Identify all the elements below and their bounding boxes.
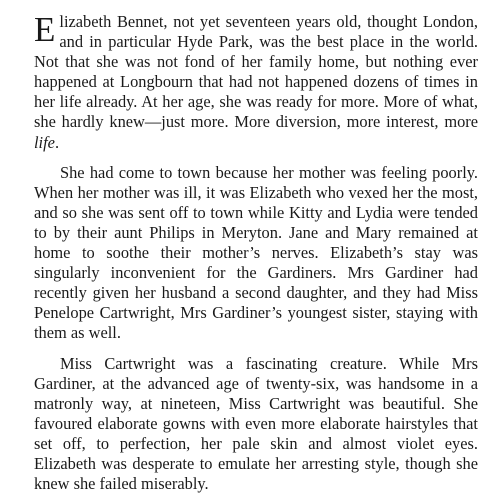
emphasis-life: life [34, 132, 55, 152]
paragraph-1-text: lizabeth Bennet, not yet seventeen years old, thought London, and in particular Hyde Park, was the best place in the world. Not that she was not fond of her family home, but nothing ever happened at Longbourn that had not happened dozens of times in her life already. At her age, she was ready for more. More of what, she hardly knew—just more. More diversion, more interest, more [34, 12, 478, 132]
paragraph-1 [34, 12, 478, 153]
paragraph-2: She had come to town because her mother was feeling poorly. When her mother was ill, it was Elizabeth who vexed her the most, and so she was sent off to town while Kitty and Lydia were tended to by their aunt Philips in Meryton. Jane and Mary remained at home to soothe their mother’s nerves. Elizabeth’s stay was singularly inconvenient for the Gardiners. Mrs Gardiner had recently given her husband a second daughter, and they had Miss Penelope Cartwright, Mrs Gardiner’s youngest sister, staying with them as well. [34, 162, 478, 343]
drop-cap: E [34, 10, 56, 49]
book-page [34, 12, 478, 504]
paragraph-1-end: . [54, 132, 60, 152]
paragraph-3: Miss Cartwright was a fascinating creature. While Mrs Gardiner, at the advanced age of twenty-six, was handsome in a matronly way, at nineteen, Miss Cartwright was beautiful. She favoured elaborate gowns with even more elaborate hairstyles that set off, to perfection, her pale skin and almost violet eyes. Elizabeth was desperate to emulate her arresting style, though she knew she failed miserably. [34, 353, 478, 494]
